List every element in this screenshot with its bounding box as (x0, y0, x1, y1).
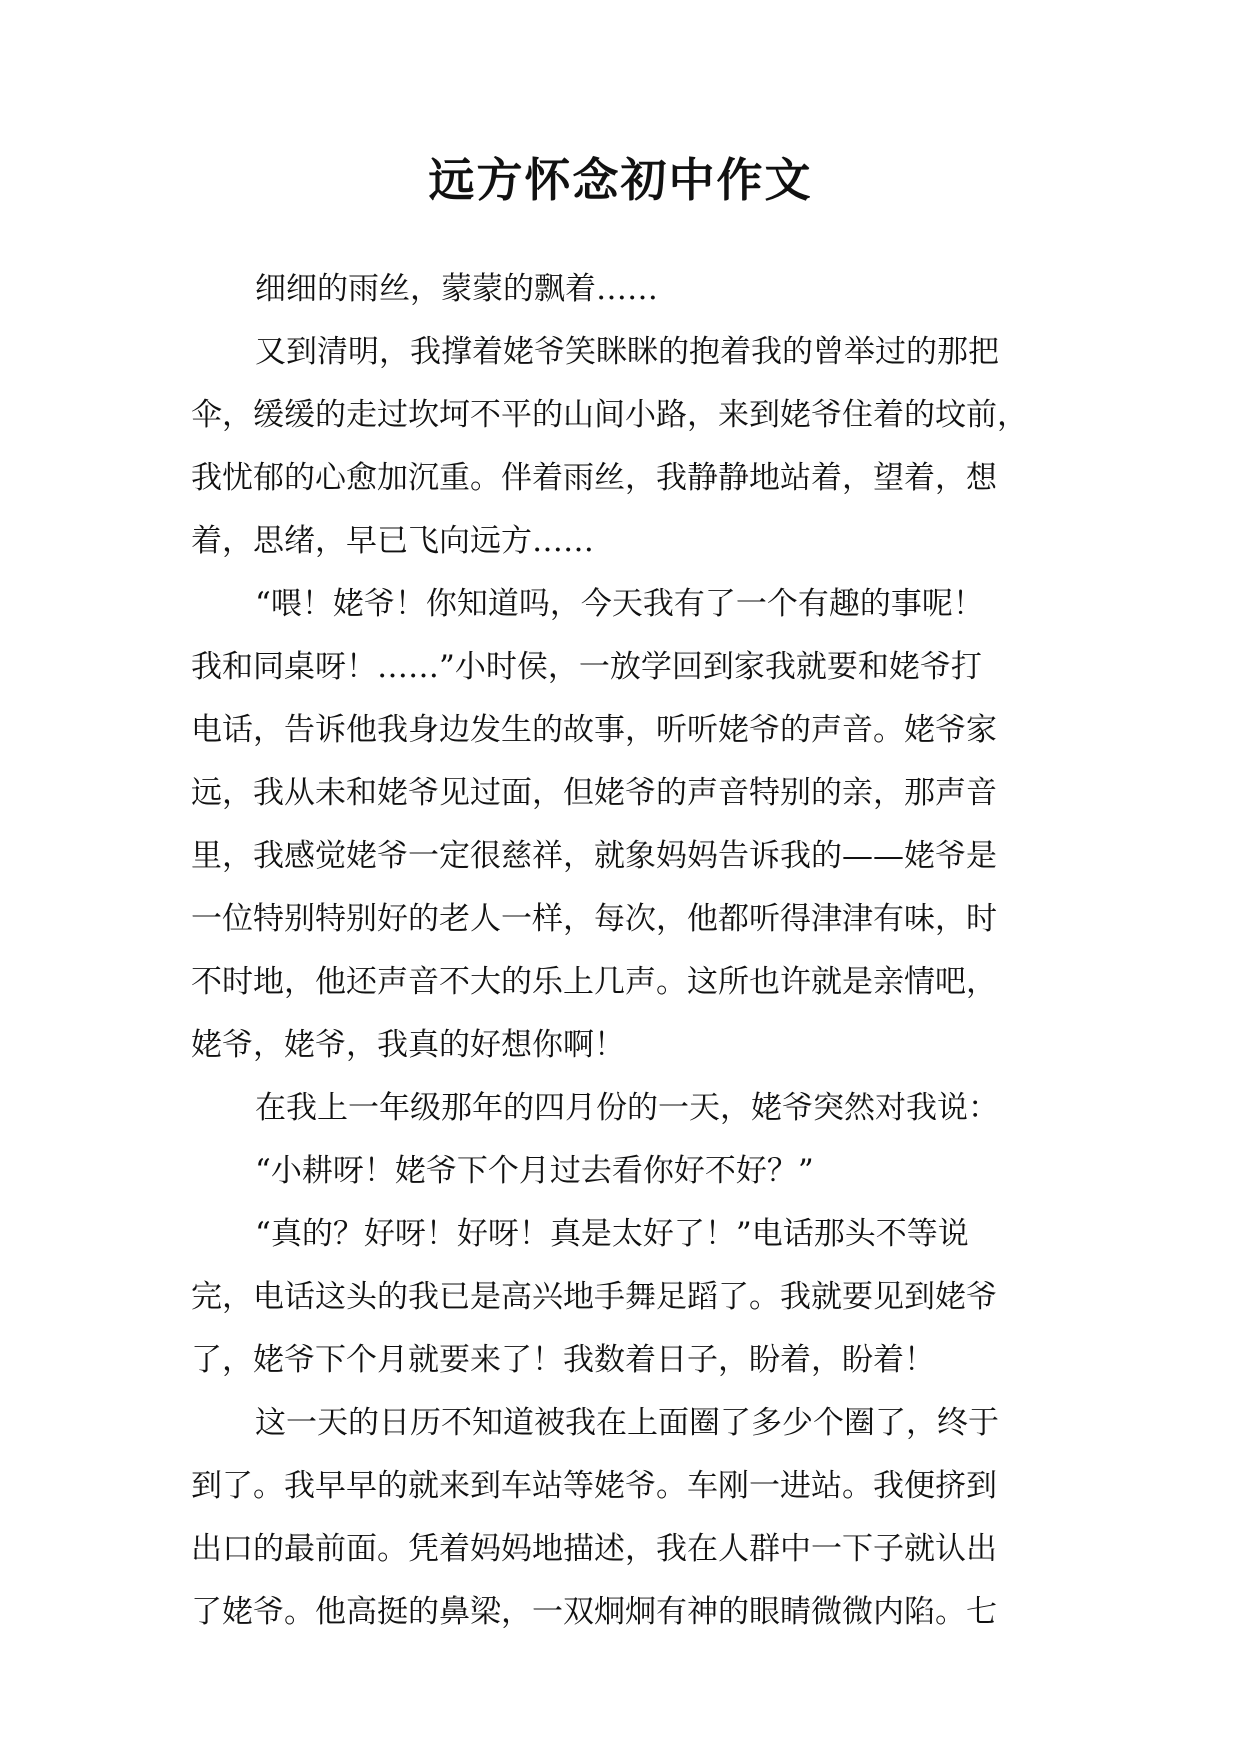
text-line: 了姥爷。他高挺的鼻梁，一双炯炯有神的眼睛微微内陷。七 (191, 1594, 997, 1630)
document-title: 远方怀念初中作文 (428, 153, 813, 207)
text-line: 里，我感觉姥爷一定很慈祥，就象妈妈告诉我的——姥爷是 (191, 838, 997, 874)
text-line: 着，思绪，早已飞向远方…… (191, 523, 594, 559)
document-body (191, 258, 1051, 1644)
text-line: 又到清明，我撑着姥爷笑眯眯的抱着我的曾举过的那把 (255, 334, 999, 370)
text-line: 我和同桌呀！……”小时侯，一放学回到家我就要和姥爷打 (191, 649, 982, 685)
text-line: 不时地，他还声音不大的乐上几声。这所也许就是亲情吧， (191, 964, 997, 1000)
text-line: 了，姥爷下个月就要来了！我数着日子，盼着，盼着！ (191, 1342, 935, 1378)
text-line: 这一天的日历不知道被我在上面圈了多少个圈了，终于 (255, 1405, 999, 1441)
text-line: 远，我从未和姥爷见过面，但姥爷的声音特别的亲，那声音 (191, 775, 997, 811)
text-line: 细细的雨丝，蒙蒙的飘着…… (255, 271, 658, 307)
text-line: 在我上一年级那年的四月份的一天，姥爷突然对我说： (255, 1090, 999, 1126)
text-line: “小耕呀！姥爷下个月过去看你好不好？” (255, 1153, 814, 1189)
text-line: 我忧郁的心愈加沉重。伴着雨丝，我静静地站着，望着，想 (191, 460, 997, 496)
text-line: 一位特别特别好的老人一样，每次，他都听得津津有味，时 (191, 901, 997, 937)
text-line: 出口的最前面。凭着妈妈地描述，我在人群中一下子就认出 (191, 1531, 997, 1567)
text-line: “真的？好呀！好呀！真是太好了！”电话那头不等说 (255, 1216, 969, 1252)
text-line: 伞，缓缓的走过坎坷不平的山间小路，来到姥爷住着的坟前， (191, 397, 1028, 433)
text-line: 到了。我早早的就来到车站等姥爷。车刚一进站。我便挤到 (191, 1468, 997, 1504)
text-line: 完，电话这头的我已是高兴地手舞足蹈了。我就要见到姥爷 (191, 1279, 997, 1315)
text-line: “喂！姥爷！你知道吗，今天我有了一个有趣的事呢！ (255, 586, 984, 622)
text-line: 电话，告诉他我身边发生的故事，听听姥爷的声音。姥爷家 (191, 712, 997, 748)
text-line: 姥爷，姥爷，我真的好想你啊！ (191, 1027, 625, 1063)
